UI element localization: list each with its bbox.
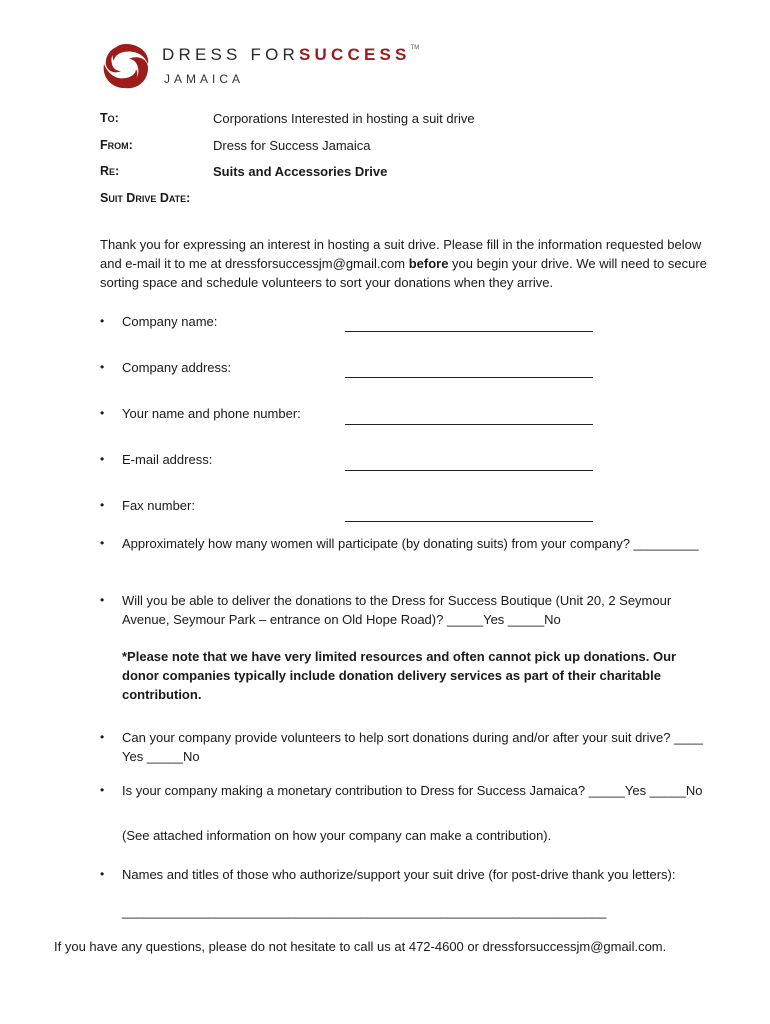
bullet-icon: • xyxy=(100,314,105,328)
question-deliver-text: Will you be able to deliver the donations to the Dress for Success Boutique (Unit 20, 2 Seymour Avenue, Seymour Park – entrance on Old Hope Road)? _____Yes _____No xyxy=(122,593,672,627)
memo-date-label: Suit Drive Date: xyxy=(100,191,191,205)
bullet-icon: • xyxy=(100,498,105,512)
question-volunteers-text: Can your company provide volunteers to help sort donations during and/or after your suit drive? ____ Yes _____No xyxy=(122,730,704,764)
dress-for-success-logo xyxy=(100,40,430,92)
field-label-company-address: Company address: xyxy=(122,360,232,375)
memo-from-value: Dress for Success Jamaica xyxy=(213,138,371,153)
logo-trademark: TM xyxy=(410,45,420,51)
bullet-icon: • xyxy=(100,360,105,374)
closing-line: If you have any questions, please do not hesitate to call us at 472-4600 or dressforsuccessjm@gmail.com. xyxy=(54,939,667,954)
monetary-note: (See attached information on how your company can make a contribution). xyxy=(122,828,552,843)
email-line[interactable] xyxy=(345,470,593,471)
bullet-icon: • xyxy=(100,867,105,881)
logo-word-dress-for: DRESS FOR xyxy=(162,45,299,64)
logo-location: JAMAICA xyxy=(164,72,245,86)
company-address-line[interactable] xyxy=(345,377,593,378)
field-label-fax: Fax number: xyxy=(122,498,195,513)
logo-word-success: SUCCESS xyxy=(298,45,411,64)
memo-re-label: Re: xyxy=(100,164,120,178)
fax-line[interactable] xyxy=(345,521,593,522)
bullet-icon: • xyxy=(100,406,105,420)
field-label-name-phone: Your name and phone number: xyxy=(122,406,301,421)
question-names-titles-text: Names and titles of those who authorize/support your suit drive (for post-drive thank you letters): xyxy=(122,867,676,882)
intro-paragraph xyxy=(100,235,710,292)
intro-bold-before: before xyxy=(408,256,449,271)
swirl-logo-icon xyxy=(100,40,152,92)
memo-to-label: To: xyxy=(100,111,119,125)
field-label-company-name: Company name: xyxy=(122,314,218,329)
names-titles-line-row[interactable] xyxy=(100,902,712,922)
question-monetary-text: Is your company making a monetary contribution to Dress for Success Jamaica? _____Yes _____No xyxy=(122,783,703,798)
name-phone-line[interactable] xyxy=(345,424,593,425)
bullet-icon: • xyxy=(100,452,105,466)
question-women-count-text: Approximately how many women will participate (by donating suits) from your company? _________ xyxy=(122,536,699,551)
intro-text-1: Thank you for expressing an interest in hosting a suit drive. Please fill in the information requested below and e-mail it to me at dressforsuccessjm@gmail.com xyxy=(100,237,702,271)
intro-text-2: you begin your drive. We will need to secure sorting space and schedule volunteers to sort your donations when they arrive. xyxy=(100,256,707,290)
company-name-line[interactable] xyxy=(345,331,593,332)
bullet-icon: • xyxy=(100,536,105,550)
bullet-icon: • xyxy=(100,593,105,607)
memo-to-value: Corporations Interested in hosting a suit drive xyxy=(213,111,475,126)
memo-re-value: Suits and Accessories Drive xyxy=(213,164,388,179)
bullet-icon: • xyxy=(100,730,105,744)
memo-from-label: From: xyxy=(100,138,133,152)
names-titles-line[interactable]: ___________________________________________________________________ xyxy=(122,904,607,919)
field-label-email: E-mail address: xyxy=(122,452,213,467)
pickup-note: *Please note that we have very limited resources and often cannot pick up donations. Our donor companies typically include donation delivery services as part of their charitable contribution. xyxy=(122,649,677,702)
logo-wordmark xyxy=(162,45,419,65)
bullet-icon: • xyxy=(100,783,105,797)
